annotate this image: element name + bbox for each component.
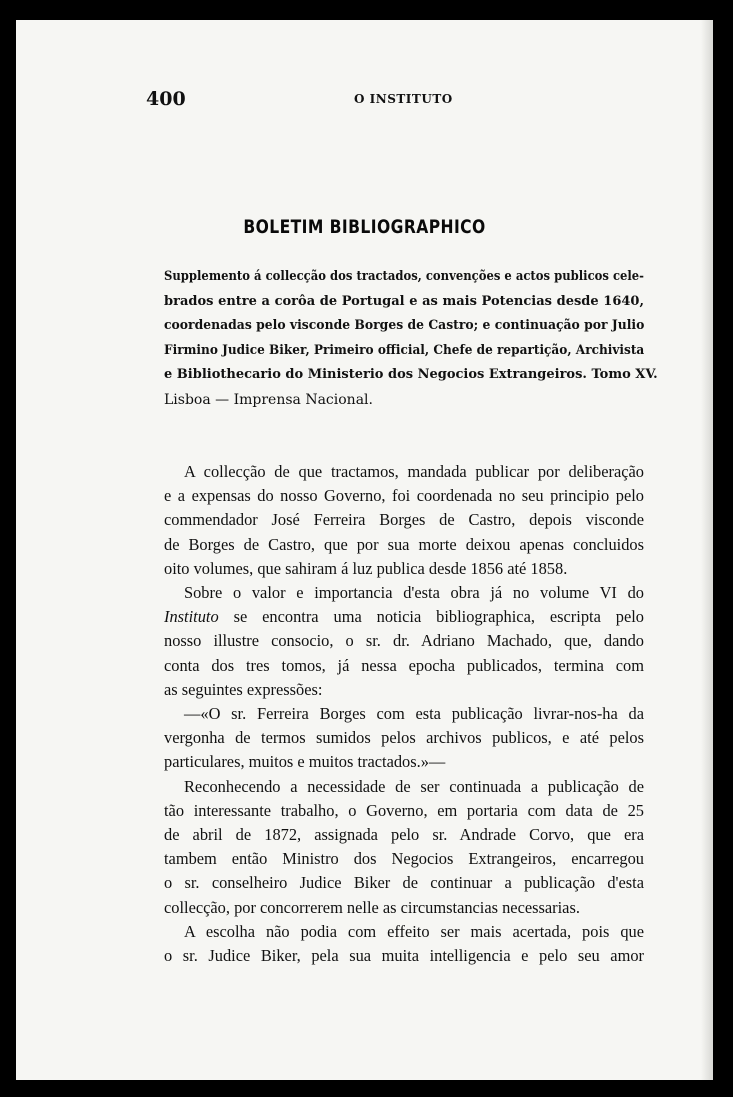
body-line: Sobre o valor e importancia d'esta obra já no volume VI do [184,583,644,603]
body-line: particulares, muitos e muitos tractados.»— [164,752,446,772]
entry-line: Lisboa — Imprensa Nacional. [164,391,373,408]
section-title: BOLETIM BIBLIOGRAPHICO [243,216,486,238]
article-body [164,460,644,968]
body-line: e a expensas do nosso Governo, foi coordenada no seu principio pelo [164,486,644,506]
running-head [16,88,713,112]
page-edge-shadow [701,20,713,1080]
body-line: tão interessante trabalho, o Governo, em portaria com data de 25 [164,800,644,820]
body-line: oito volumes, que sahiram á luz publica desde 1856 até 1858. [164,558,568,578]
body-line: —«O sr. Ferreira Borges com esta publicação livrar-nos-ha da [184,704,644,724]
body-line: vergonha de termos sumidos pelos archivos publicos, e até pelos [164,728,644,748]
entry-line: e Bibliothecario do Ministerio dos Negocios Extrangeiros. Tomo XV. [164,367,658,382]
bibliographic-entry [164,265,658,412]
body-line: o sr. Judice Biker, pela sua muita intelligencia e pelo seu amor [164,946,644,966]
body-line: nosso illustre consocio, o sr. dr. Adriano Machado, que, dando [164,631,644,651]
entry-line: brados entre a corôa de Portugal e as mais Potencias desde 1640, [164,293,644,309]
book-page [16,20,713,1080]
entry-line: Firmino Judice Biker, Primeiro official, Chefe de repartição, Archivista [164,342,645,358]
entry-line: Supplemento á collecção dos tractados, convenções e actos publicos cele- [164,269,644,284]
body-line: conta dos tres tomos, já nessa epocha publicados, termina com [164,655,644,675]
entry-line: coordenadas pelo visconde Borges de Castro; e continuação por Julio [164,318,645,333]
body-line: Instituto se encontra uma noticia bibliographica, escripta pelo [164,607,644,627]
body-line: o sr. conselheiro Judice Biker de continuar a publicação d'esta [164,873,644,893]
body-line: tambem então Ministro dos Negocios Extrangeiros, encarregou [164,849,644,869]
body-line: Reconhecendo a necessidade de ser continuada a publicação de [184,776,644,796]
body-line: as seguintes expressões: [164,679,323,699]
body-line: de Borges de Castro, que por sua morte deixou apenas concluidos [164,534,644,554]
journal-name: O INSTITUTO [354,92,453,106]
page-number: 400 [146,88,186,110]
body-line: collecção, por concorrerem nelle as circumstancias necessarias. [164,897,580,917]
body-line: commendador José Ferreira Borges de Castro, depois visconde [164,510,644,530]
body-line: A collecção de que tractamos, mandada publicar por deliberação [184,462,644,481]
body-line: de abril de 1872, assignada pelo sr. Andrade Corvo, que era [164,825,644,845]
body-line: A escolha não podia com effeito ser mais acertada, pois que [184,921,644,941]
